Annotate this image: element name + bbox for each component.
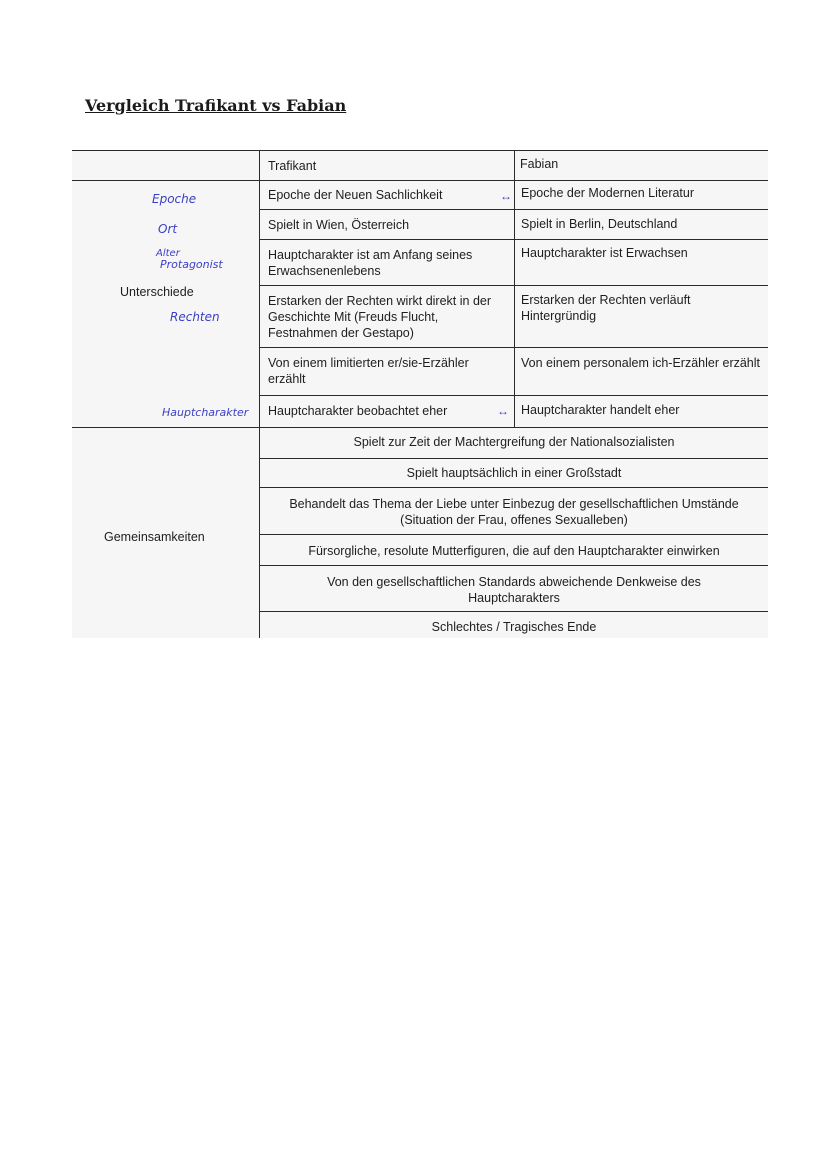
- table-line: [260, 458, 768, 459]
- header-trafikant: Trafikant: [268, 159, 317, 173]
- handwritten-note-epoche: Epoche: [152, 192, 197, 206]
- commonality-cell: Schlechtes / Tragisches Ende: [431, 620, 597, 634]
- fabian-cell: Spielt in Berlin, Deutschland: [521, 217, 678, 231]
- trafikant-cell: Hauptcharakter beobachtet eher: [268, 404, 448, 418]
- commonality-cell: Spielt hauptsächlich in einer Großstadt: [406, 466, 622, 480]
- table-line: [259, 150, 260, 638]
- table-line: [72, 150, 768, 151]
- header-fabian: Fabian: [520, 157, 559, 171]
- handwritten-note-rechten: Rechten: [170, 310, 220, 324]
- handwritten-note-handlung: Hauptcharakter: [162, 406, 249, 419]
- trafikant-cell: Von einem limitierten er/sie-Erzähler erzählt: [268, 356, 469, 386]
- fabian-cell: Hauptcharakter ist Erwachsen: [521, 246, 688, 260]
- handwritten-note-ort: Ort: [158, 222, 178, 236]
- commonality-cell: Von den gesellschaftlichen Standards abweichende Denkweise des Hauptcharakters: [327, 575, 701, 605]
- fabian-cell: Von einem personalem ich-Erzähler erzählt: [521, 356, 761, 370]
- table-line: [260, 487, 768, 488]
- table-line: [72, 180, 768, 181]
- trafikant-cell: Hauptcharakter ist am Anfang seines Erwachsenenlebens: [268, 248, 473, 278]
- table-line: [260, 565, 768, 566]
- trafikant-cell: Epoche der Neuen Sachlichkeit: [268, 188, 443, 202]
- handwritten-note-alter: Alter: [156, 248, 180, 259]
- table-line: [514, 150, 515, 427]
- handwritten-note-protagonist: Protagonist: [160, 258, 223, 271]
- section-label-differences: Unterschiede: [120, 285, 194, 299]
- commonality-cell: Behandelt das Thema der Liebe unter Einbezug der gesellschaftlichen Umstände (Situation der Frau, offenes Sexualleben): [289, 497, 739, 527]
- double-arrow-icon: ↔: [497, 404, 509, 418]
- commonality-cell: Spielt zur Zeit der Machtergreifung der Nationalsozialisten: [353, 435, 675, 449]
- double-arrow-icon: ↔: [500, 189, 512, 203]
- fabian-cell: Erstarken der Rechten verläuft Hintergründig: [521, 293, 691, 323]
- table-line: [260, 611, 768, 612]
- trafikant-cell: Erstarken der Rechten wirkt direkt in der Geschichte Mit (Freuds Flucht, Festnahmen der Gestapo): [268, 294, 492, 340]
- table-line: [72, 427, 768, 428]
- section-label-commonalities: Gemeinsamkeiten: [104, 530, 205, 544]
- page-title: Vergleich Trafikant vs Fabian: [85, 96, 347, 115]
- fabian-cell: Hauptcharakter handelt eher: [521, 403, 680, 417]
- trafikant-cell: Spielt in Wien, Österreich: [268, 218, 410, 232]
- fabian-cell: Epoche der Modernen Literatur: [521, 186, 695, 200]
- table-line: [260, 534, 768, 535]
- commonality-cell: Fürsorgliche, resolute Mutterfiguren, die auf den Hauptcharakter einwirken: [308, 544, 720, 558]
